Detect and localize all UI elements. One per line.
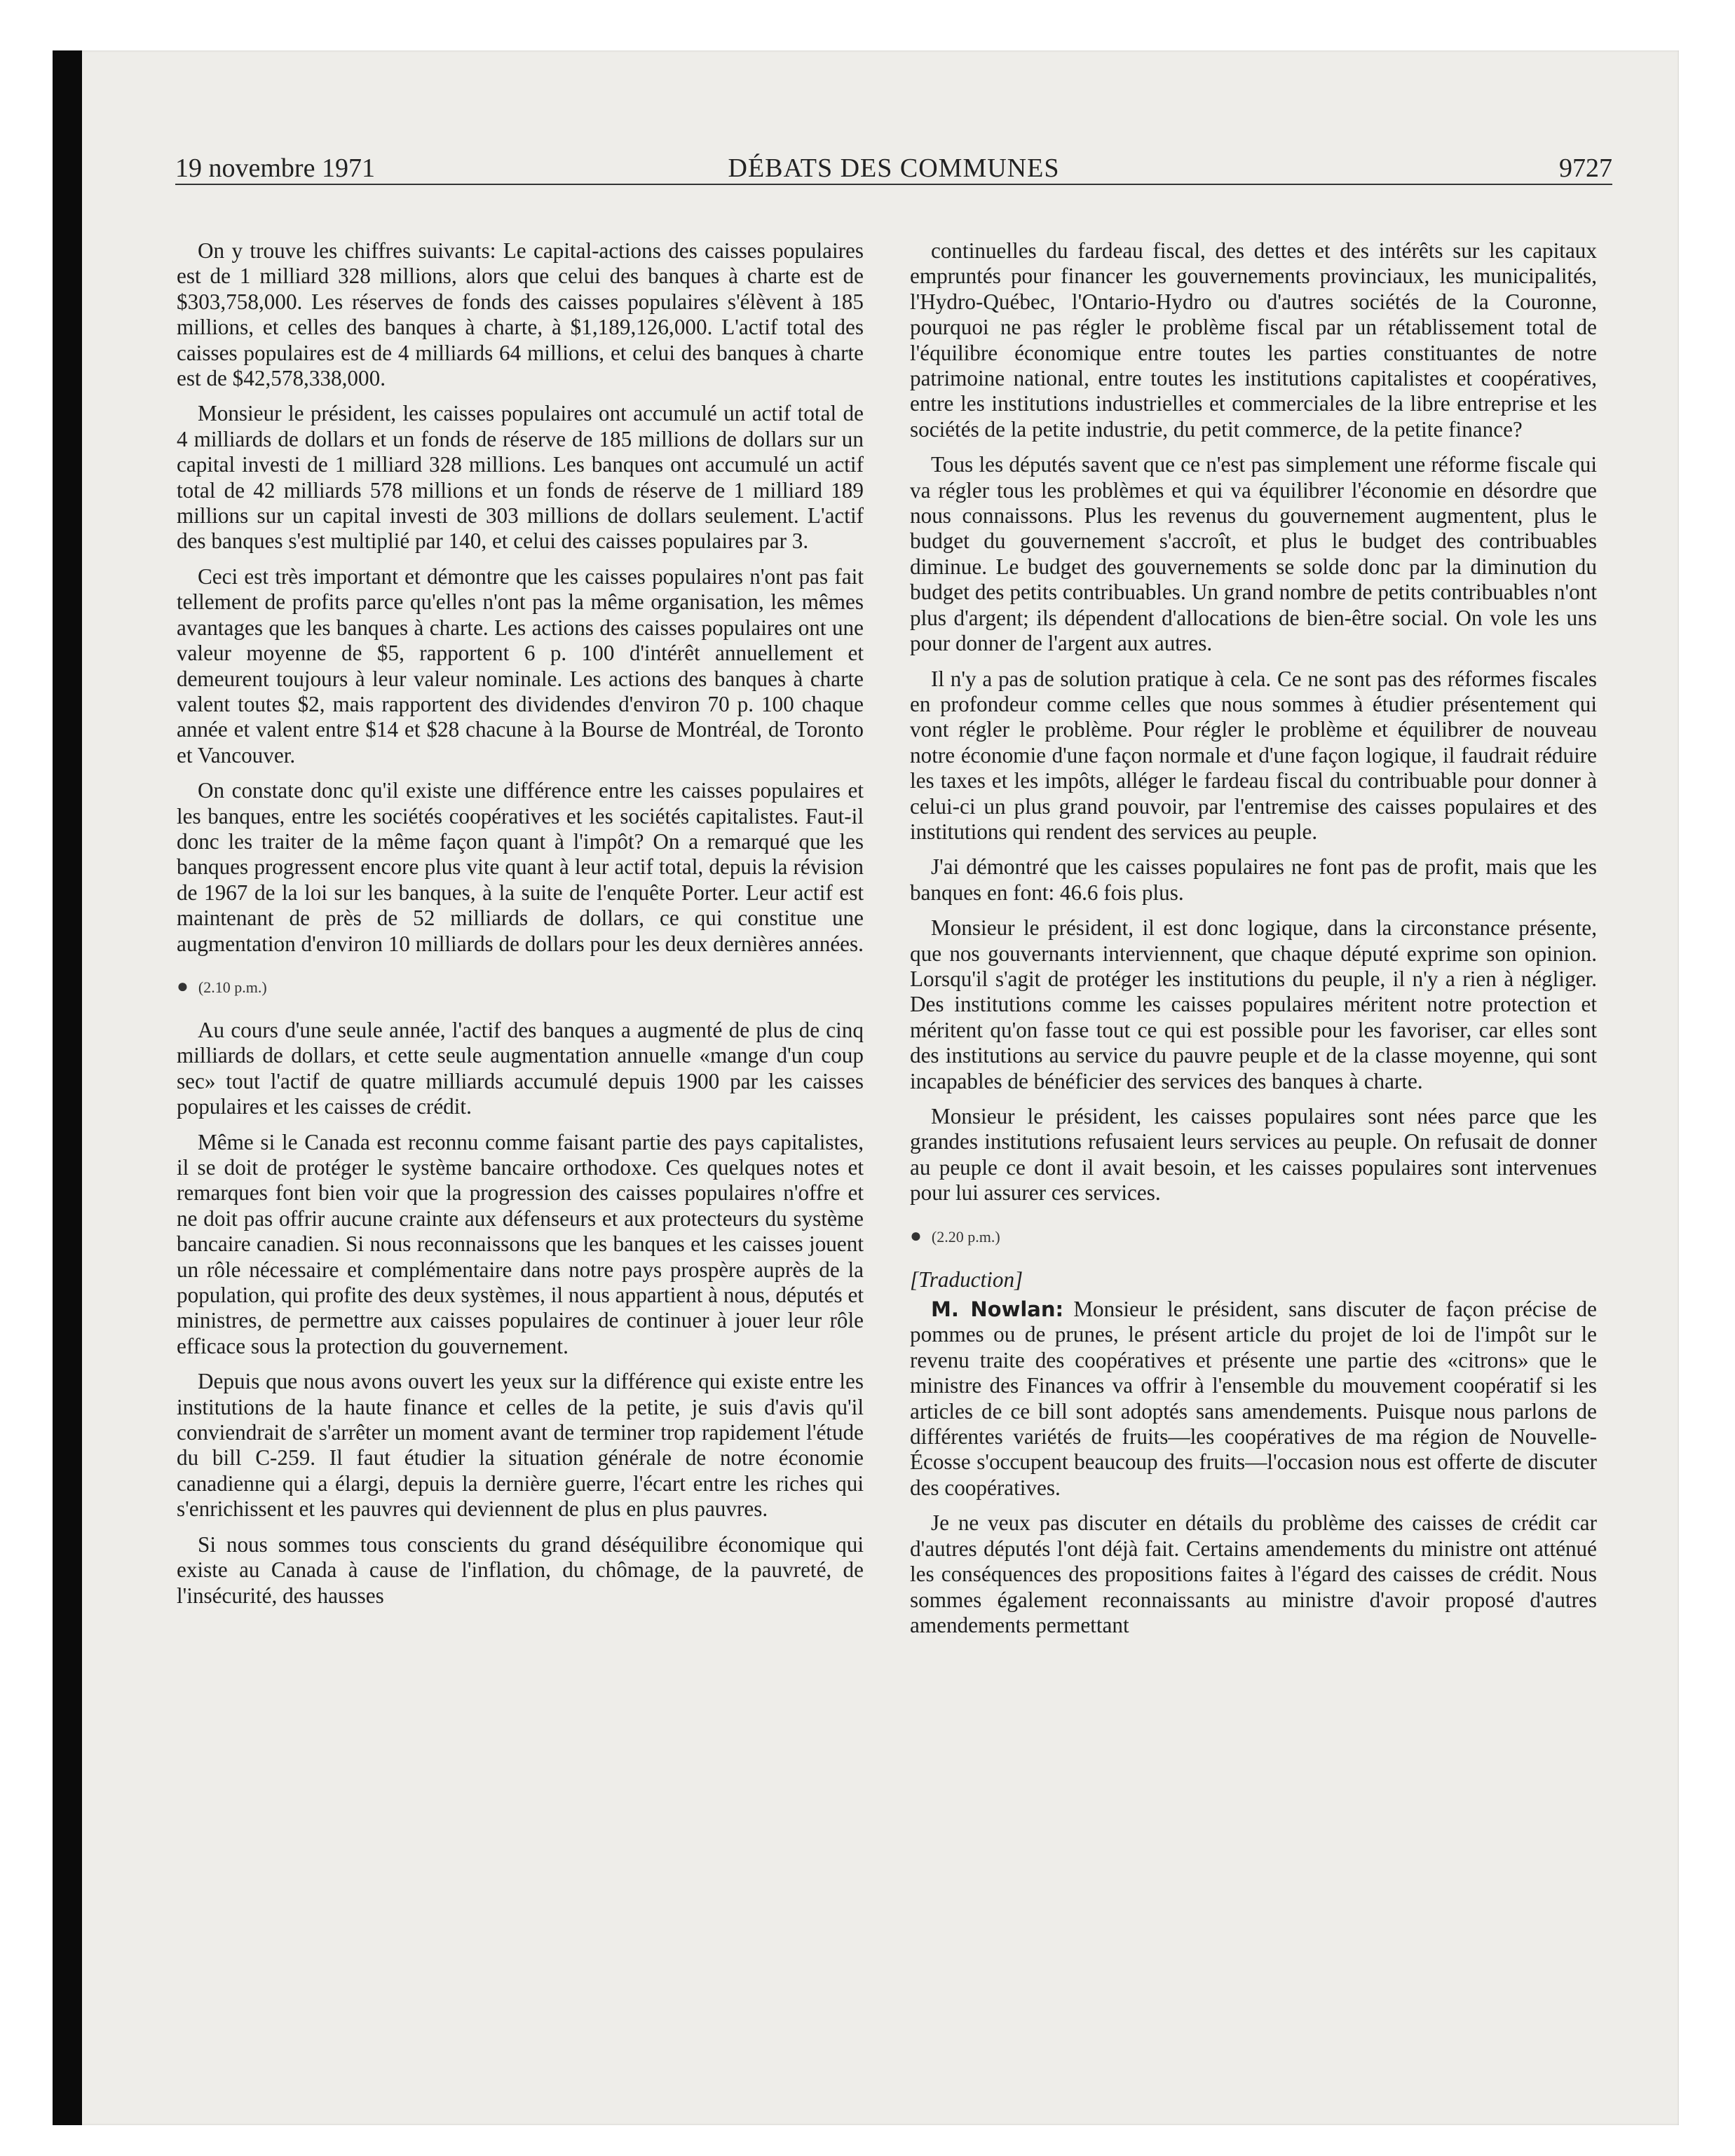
- paragraph: Au cours d'une seule année, l'actif des banques a augmenté de plus de cinq milliards de dollars, et cette seule augmentation annuelle «mange d'un coup sec» tout l'actif de quatre milliards accumulé depuis 1900 par les caisses populaires et les caisses de crédit.: [177, 1017, 864, 1119]
- speech-text: Monsieur le président, sans discuter de façon précise de pommes ou de prunes, le présent article du projet de loi de l'impôt sur le revenu traite des coopératives et présente une partie des «citrons» que le ministre des Finances va offrir à l'ensemble du mouvement coopératif si les articles de ce bill sont adoptés sans amendements. Puisque nous parlons de différentes variétés de fruits—les coopératives de ma région de Nouvelle-Écosse s'occupent beaucoup des fruits—l'occasion nous est offerte de discuter des coopératives.: [910, 1297, 1597, 1500]
- binding-edge: [53, 50, 82, 2125]
- header-date: 19 novembre 1971: [175, 153, 375, 183]
- paragraph: On constate donc qu'il existe une différence entre les caisses populaires et les banques, entre les sociétés coopératives et les sociétés capitalistes. Faut-il donc les traiter de la même façon quant à l'impôt? On a remarqué que les banques progressent encore plus vite quant à leur actif total, depuis la révision de 1967 de la loi sur les banques, à la suite de l'enquête Porter. Leur actif est maintenant de près de 52 milliards de dollars, ce qui constitue une augmentation d'environ 10 milliards de dollars pour les deux dernières années.: [177, 778, 864, 956]
- paragraph: Monsieur le président, il est donc logique, dans la circonstance présente, que nos gouvernants interviennent, que chaque député exprime son opinion. Lorsqu'il s'agit de protéger les institutions du peuple, il n'y a rien à négliger. Des institutions comme les caisses populaires méritent notre protection et méritent qu'on fasse tout ce qui est possible pour les favoriser, car elles sont des institutions au service du pauvre peuple et de la classe moyenne, qui sont incapables de bénéficier des services des banques à charte.: [910, 915, 1597, 1093]
- time-marker-text: (2.20 p.m.): [931, 1227, 1000, 1246]
- paragraph: Même si le Canada est reconnu comme faisant partie des pays capitalistes, il se doit de protéger le système bancaire orthodoxe. Ces quelques notes et remarques font bien voir que la progression des caisses populaires n'offre et ne doit pas offrir aucune crainte aux défenseurs et aux protecteurs du système bancaire canadien. Si nous reconnaissons que les banques et les caisses jouent un rôle nécessaire et complémentaire dans notre pays prospère auprès de la population, qui profite des deux systèmes, il nous appartient à nous, députés et ministres, de permettre aux caisses populaires de continuer à jouer leur rôle efficace sous la protection du gouvernement.: [177, 1129, 864, 1358]
- speaker-name: M. Nowlan:: [931, 1297, 1064, 1322]
- paragraph: continuelles du fardeau fiscal, des dettes et des intérêts sur les capitaux empruntés pour financer les gouvernements provinciaux, les municipalités, l'Hydro-Québec, l'Ontario-Hydro ou d'autres sociétés de la Couronne, pourquoi ne pas régler le problème fiscal par un rétablissement total de l'équilibre économique entre toutes les parties constituantes de notre patrimoine national, entre toutes les institutions capitalistes et coopératives, entre les institutions industrielles et commerciales de la libre entreprise et les sociétés de la petite industrie, du petit commerce, de la petite finance?: [910, 238, 1597, 442]
- speech-paragraph: [910, 1297, 1597, 1501]
- paragraph: Depuis que nous avons ouvert les yeux sur la différence qui existe entre les institutions de la haute finance et celles de la petite, je suis d'avis qu'il conviendrait de s'arrêter un moment avant de terminer trop rapidement l'étude du bill C-259. Il faut étudier la situation générale de notre économie canadienne qui a élargi, depuis la dernière guerre, l'écart entre les riches qui s'enrichissent et les pauvres qui deviennent de plus en plus pauvres.: [177, 1369, 864, 1522]
- header-title: DÉBATS DES COMMUNES: [728, 153, 1060, 183]
- paragraph: J'ai démontré que les caisses populaires ne font pas de profit, mais que les banques en font: 46.6 fois plus.: [910, 854, 1597, 905]
- paragraph: Si nous sommes tous conscients du grand déséquilibre économique qui existe au Canada à cause de l'inflation, du chômage, de la pauvreté, de l'insécurité, des hausses: [177, 1531, 864, 1608]
- bullet-icon: ●: [177, 975, 189, 997]
- paragraph: Il n'y a pas de solution pratique à cela. Ce ne sont pas des réformes fiscales en profondeur comme celles que nous sommes à étudier présentement qui vont régler le problème. Pour régler le problème et équilibrer de nouveau notre économie d'une façon normale et d'une façon logique, il faudrait réduire les taxes et les impôts, alléger le fardeau fiscal du contribuable pour donner à celui-ci un plus grand pouvoir, par l'entremise des caisses populaires et des institutions qui rendent des services au peuple.: [910, 666, 1597, 844]
- paragraph: Ceci est très important et démontre que les caisses populaires n'ont pas fait tellement de profits parce qu'elles n'ont pas la même organisation, les mêmes avantages que les banques à charte. Les actions des caisses populaires ont une valeur moyenne de $5, rapportent 6 p. 100 d'intérêt annuellement et demeurent toujours à leur valeur nominale. Les actions des banques à charte valent toutes $2, mais rapportent des dividendes d'environ 70 p. 100 chaque année et valent entre $14 et $28 chacune à la Bourse de Montréal, de Toronto et Vancouver.: [177, 564, 864, 767]
- paragraph: On y trouve les chiffres suivants: Le capital-actions des caisses populaires est de 1 milliard 328 millions, alors que celui des banques à charte est de $303,758,000. Les réserves de fonds des caisses populaires s'élèvent à 185 millions, et celles des banques à charte, à $1,189,126,000. L'actif total des caisses populaires est de 4 milliards 64 millions, et celui des banques à charte est de $42,578,338,000.: [177, 238, 864, 391]
- page-number: 9727: [1559, 153, 1612, 183]
- paragraph: Monsieur le président, les caisses populaires sont nées parce que les grandes institutions refusaient leurs services au peuple. On refusait de donner au peuple ce dont il avait besoin, et les caisses populaires sont intervenues pour lui assurer ces services.: [910, 1104, 1597, 1206]
- time-marker: [910, 1226, 1597, 1248]
- left-column: [177, 238, 864, 1618]
- running-header: [175, 147, 1612, 185]
- paragraph: Tous les députés savent que ce n'est pas simplement une réforme fiscale qui va régler tous les problèmes et qui va équilibrer l'économie en désordre que nous connaissons. Plus les revenus du gouvernement augmentent, plus le budget du gouvernement s'accroît, et plus le budget des contribuables diminue. Le budget des gouvernements se solde donc par la diminution du budget des petits contribuables. Un grand nombre de petits contribuables n'ont plus d'argent; ils dépendent d'allocations de bien-être social. On vole les uns pour donner de l'argent aux autres.: [910, 452, 1597, 656]
- right-column: [910, 238, 1597, 1648]
- paragraph: Je ne veux pas discuter en détails du problème des caisses de crédit car d'autres députés l'ont déjà fait. Certains amendements du ministre ont atténué les conséquences des propositions faites à l'égard des caisses de crédit. Nous sommes également reconnaissants au ministre d'avoir proposé d'autres amendements permettant: [910, 1510, 1597, 1637]
- translation-label: [Traduction]: [910, 1267, 1023, 1292]
- time-marker: [177, 976, 864, 998]
- bullet-icon: ●: [910, 1224, 922, 1247]
- time-marker-text: (2.10 p.m.): [198, 978, 267, 996]
- paragraph: Monsieur le président, les caisses populaires ont accumulé un actif total de 4 milliards de dollars et un fonds de réserve de 185 millions de dollars sur un capital investi de 1 milliard 328 millions. Les banques ont accumulé un actif total de 42 milliards 578 millions et un fonds de réserve de 1 milliard 189 millions sur un capital investi de 303 millions de dollars seulement. L'actif des banques s'est multiplié par 140, et celui des caisses populaires par 3.: [177, 401, 864, 554]
